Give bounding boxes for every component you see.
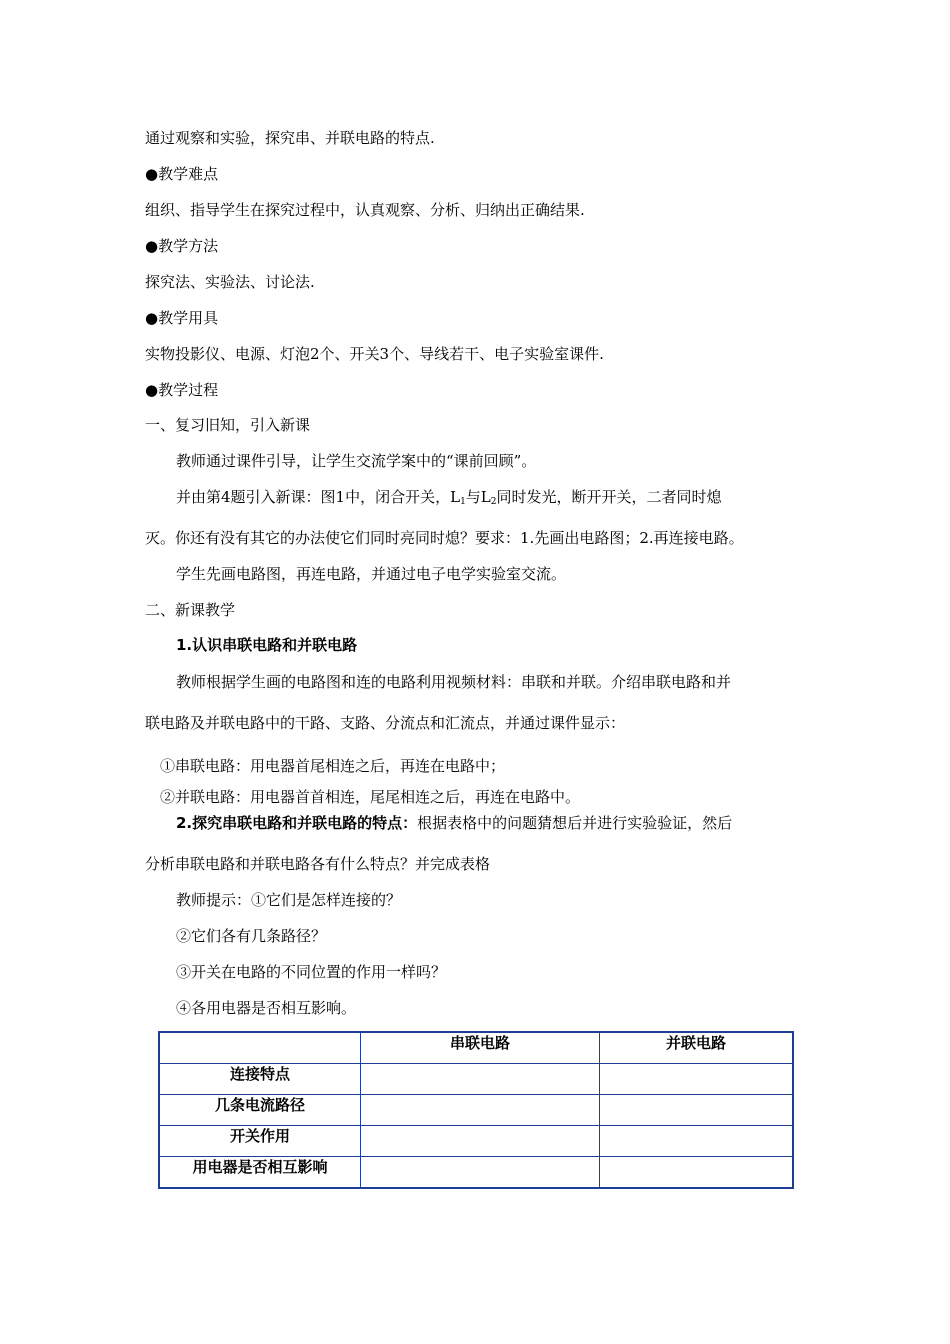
l2-subscript: 2 xyxy=(490,497,497,507)
table-cell xyxy=(361,1157,600,1189)
para2-continuation: 灭。你还有没有其它的办法使它们同时亮同时熄？要求：1.先画出电路图；2.再连接电路。 xyxy=(145,529,744,547)
table-header-cell: 并联电路 xyxy=(600,1032,794,1064)
method-text: 探究法、实验法、讨论法. xyxy=(145,273,315,291)
table-cell xyxy=(600,1126,794,1157)
para4: 教师根据学生画的电路图和连的电路利用视频材料：串联和并联。介绍串联电路和并 xyxy=(176,673,732,691)
table-cell xyxy=(361,1095,600,1126)
para2-text-b: 与L xyxy=(465,488,491,506)
subsection2-line xyxy=(176,813,732,833)
method-heading: ●教学方法 xyxy=(145,237,219,255)
para1: 教师通过课件引导，让学生交流学案中的“课前回顾”。 xyxy=(176,452,537,470)
subsection1-heading: 1.认识串联电路和并联电路 xyxy=(176,636,358,654)
table-header-cell xyxy=(159,1032,361,1064)
table-cell xyxy=(600,1157,794,1189)
hint-2: ②它们各有几条路径？ xyxy=(176,927,327,945)
tools-heading: ●教学用具 xyxy=(145,309,219,327)
table-cell xyxy=(600,1095,794,1126)
table-row-label: 用电器是否相互影响 xyxy=(159,1157,361,1189)
table-cell xyxy=(361,1126,600,1157)
section2-heading: 二、新课教学 xyxy=(145,601,236,619)
table-header-cell: 串联电路 xyxy=(361,1032,600,1064)
subsection2-text: 根据表格中的问题猜想后并进行实验验证，然后 xyxy=(417,814,733,832)
tools-text: 实物投影仪、电源、灯泡2个、开关3个、导线若干、电子实验室课件. xyxy=(145,345,604,363)
table-row xyxy=(159,1064,793,1095)
list-item-parallel: ②并联电路：用电器首首相连，尾尾相连之后，再连在电路中。 xyxy=(160,788,581,806)
table-row-label: 开关作用 xyxy=(159,1126,361,1157)
difficulty-heading: ●教学难点 xyxy=(145,165,219,183)
para3: 学生先画电路图，再连电路，并通过电子电学实验室交流。 xyxy=(176,565,567,583)
table-cell xyxy=(600,1064,794,1095)
hint-3: ③开关在电路的不同位置的作用一样吗？ xyxy=(176,963,447,981)
l1-subscript: 1 xyxy=(460,497,466,507)
subsection2-heading: 2.探究串联电路和并联电路的特点： xyxy=(176,814,418,832)
para2-text-c: 同时发光，断开开关，二者同时熄 xyxy=(496,488,722,506)
para2-text-a: 并由第4题引入新课：图1中，闭合开关，L xyxy=(176,488,461,506)
hint-1: 教师提示：①它们是怎样连接的？ xyxy=(176,891,402,909)
comparison-table xyxy=(158,1031,794,1189)
section1-heading: 一、复习旧知，引入新课 xyxy=(145,416,311,434)
table-row-label: 几条电流路径 xyxy=(159,1095,361,1126)
para4-continuation: 联电路及并联电路中的干路、支路、分流点和汇流点，并通过课件显示： xyxy=(145,714,626,732)
table-cell xyxy=(361,1064,600,1095)
hint-4: ④各用电器是否相互影响。 xyxy=(176,999,357,1017)
table-row xyxy=(159,1157,793,1189)
list-item-series: ①串联电路：用电器首尾相连之后，再连在电路中； xyxy=(160,757,506,775)
subsection2-continuation: 分析串联电路和并联电路各有什么特点？并完成表格 xyxy=(145,855,491,873)
table-header-row xyxy=(159,1032,793,1064)
process-heading: ●教学过程 xyxy=(145,381,219,399)
table-row xyxy=(159,1095,793,1126)
difficulty-text: 组织、指导学生在探究过程中，认真观察、分析、归纳出正确结果. xyxy=(145,201,585,219)
para2 xyxy=(176,487,722,507)
table-row-label: 连接特点 xyxy=(159,1064,361,1095)
goal-text: 通过观察和实验，探究串、并联电路的特点. xyxy=(145,129,435,147)
table-row xyxy=(159,1126,793,1157)
